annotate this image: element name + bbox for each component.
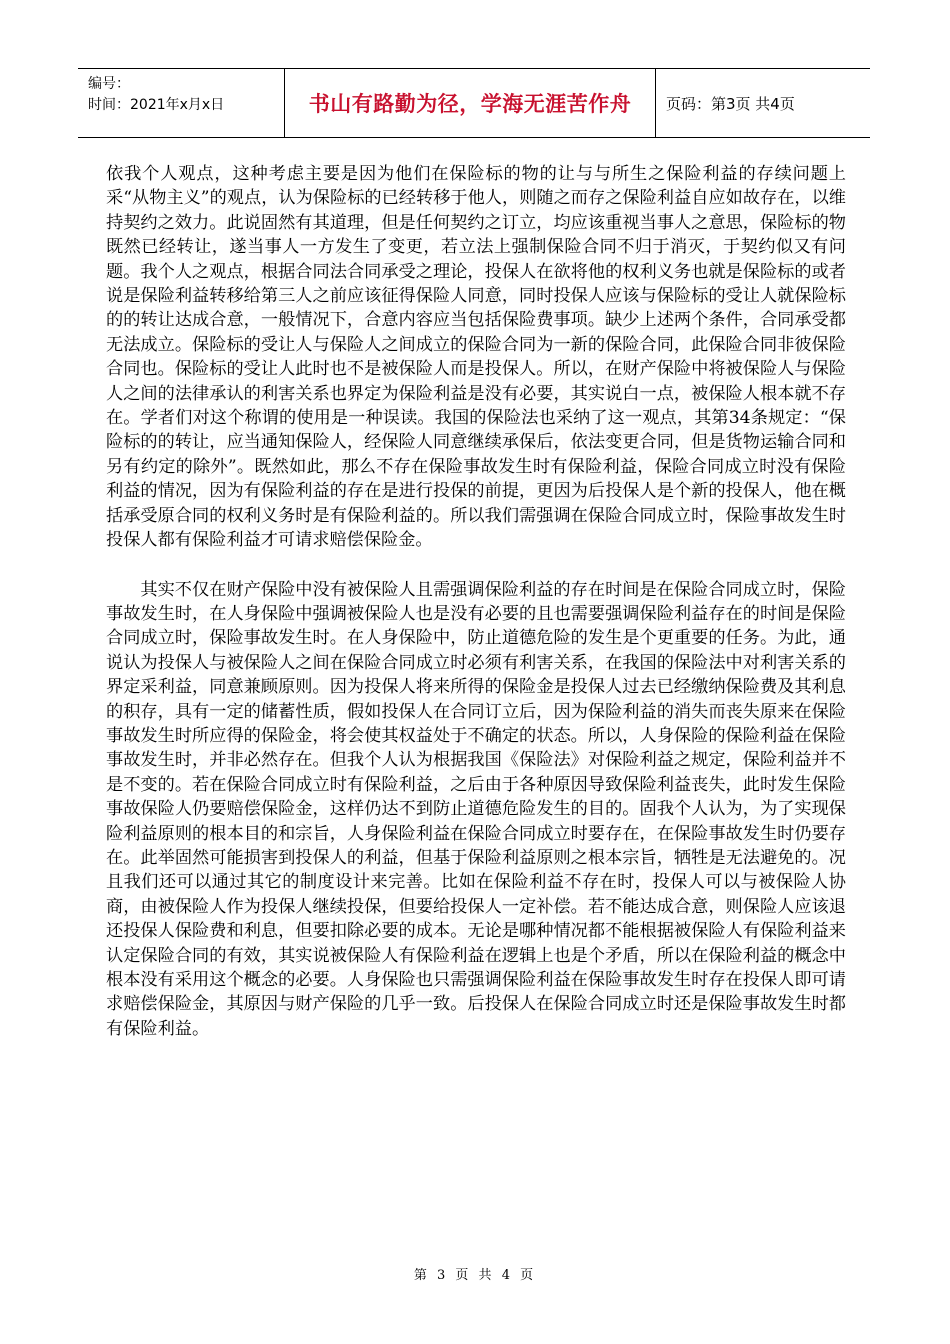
- header-motto: 书山有路勤为径，学海无涯苦作舟: [285, 69, 656, 137]
- page-header: [78, 68, 870, 138]
- header-meta: [78, 69, 285, 137]
- header-page-info: 页码：第3页 共4页: [666, 94, 795, 113]
- document-date-label: 时间：2021年x月x日: [88, 97, 225, 113]
- body-paragraph-1: 依我个人观点，这种考虑主要是因为他们在保险标的物的让与与所生之保险利益的存续问题上采“从物主义”的观点，认为保险标的已经转移于他人，则随之而存之保险利益自应如故存在，以维持契约之效力。此说固然有其道理，但是任何契约之订立，均应该重视当事人之意思，保险标的物既然已经转让，遂当事人一方发生了变更，若立法上强制保险合同不归于消灭，于契约似又有问题。我个人之观点，根据合同法合同承受之理论，投保人在欲将他的权利义务也就是保险标的或者说是保险利益转移给第三人之前应该征得保险人同意，同时投保人应该与保险标的受让人就保险标的的转让达成合意，一般情况下，合意内容应当包括保险费事项。缺少上述两个条件，合同承受都无法成立。保险标的受让人与保险人之间成立的保险合同为一新的保险合同，此保险合同非彼保险合同也。保险标的受让人此时也不是被保险人而是投保人。所以，在财产保险中将被保险人与保险人之间的法律承认的利害关系也界定为保险利益是没有必要，其实说白一点，被保险人根本就不存在。学者们对这个称谓的使用是一种误读。我国的保险法也采纳了这一观点，其第34条规定：“保险标的的转让，应当通知保险人，经保险人同意继续承保后，依法变更合同，但是货物运输合同和另有约定的除外”。既然如此，那么不存在保险事故发生时有保险利益，保险合同成立时没有保险利益的情况，因为有保险利益的存在是进行投保的前提，更因为后投保人是个新的投保人，他在概括承受原合同的权利义务时是有保险利益的。所以我们需强调在保险合同成立时，保险事故发生时投保人都有保险利益才可请求赔偿保险金。: [106, 164, 846, 551]
- document-number-label: 编号：: [88, 76, 130, 92]
- body-paragraph-2: 其实不仅在财产保险中没有被保险人且需强调保险利益的存在时间是在保险合同成立时，保险事故发生时，在人身保险中强调被保险人也是没有必要的且也需要强调保险利益存在的时间是保险合同成立时，保险事故发生时。在人身保险中，防止道德危险的发生是个更重要的任务。为此，通说认为投保人与被保险人之间在保险合同成立时必须有利害关系，在我国的保险法中对利害关系的界定采利益，同意兼顾原则。因为投保人将来所得的保险金是投保人过去已经缴纳保险费及其利息的积存，具有一定的储蓄性质，假如投保人在合同订立后，因为保险利益的消失而丧失原来在保险事故发生时所应得的保险金，将会使其权益处于不确定的状态。所以，人身保险的保险利益在保险事故发生时，并非必然存在。但我个人认为根据我国《保险法》对保险利益之规定，保险利益并不是不变的。若在保险合同成立时有保险利益，之后由于各种原因导致保险利益丧失，此时发生保险事故保险人仍要赔偿保险金，这样仍达不到防止道德危险发生的目的。固我个人认为，为了实现保险利益原则的根本目的和宗旨，人身保险利益在保险合同成立时要存在，在保险事故发生时仍要存在。此举固然可能损害到投保人的利益，但基于保险利益原则之根本宗旨，牺牲是无法避免的。况且我们还可以通过其它的制度设计来完善。比如在保险利益不存在时，投保人可以与被保险人协商，由被保险人作为投保人继续投保，但要给投保人一定补偿。若不能达成合意，则保险人应该退还投保人保险费和利息，但要扣除必要的成本。无论是哪种情况都不能根据被保险人有保险利益来认定保险合同的有效，其实说被保险人有保险利益在逻辑上也是个矛盾，所以在保险利益的概念中根本没有采用这个概念的必要。人身保险也只需强调保险利益在保险事故发生时存在投保人即可请求赔偿保险金，其原因与财产保险的几乎一致。后投保人在保险合同成立时还是保险事故发生时都有保险利益。: [106, 579, 846, 1039]
- page-footer: 第 3 页 共 4 页: [413, 1268, 537, 1283]
- document-body: [106, 162, 846, 1041]
